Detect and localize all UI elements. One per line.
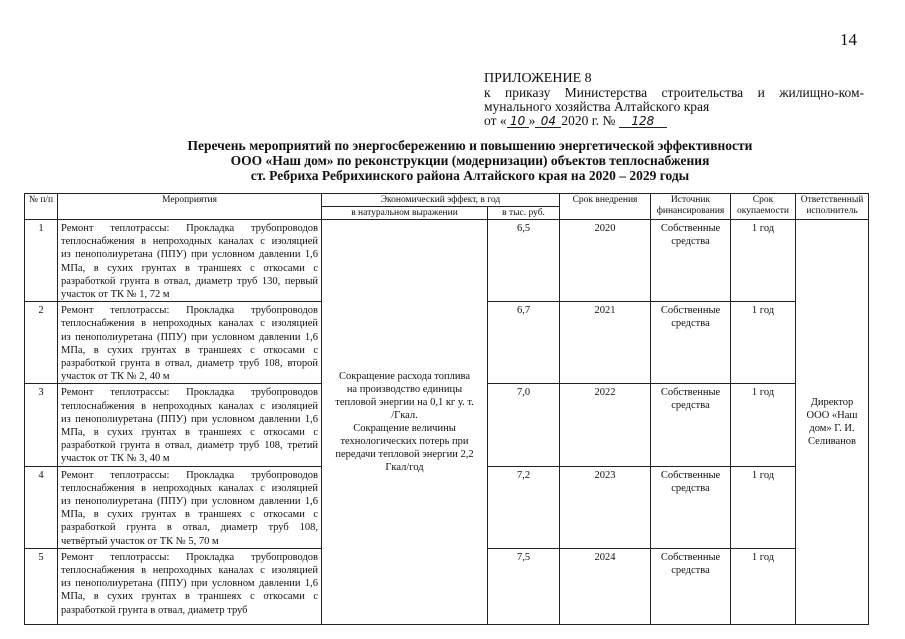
row-payback: 1 год — [731, 466, 796, 548]
measure-line: теплоснабжения в непроходных каналах с изоляцией — [61, 565, 318, 577]
row-rub: 6,7 — [488, 302, 560, 384]
row-measure — [58, 220, 322, 302]
measure-line: теплоснабжения в непроходных каналах с изоляцией — [61, 400, 318, 412]
effect-line: на производство единицы — [346, 383, 463, 395]
row-source: Собственные средства — [651, 466, 731, 548]
measure-line: теплоснабжения в непроходных каналах с изоляцией — [61, 236, 318, 248]
row-measure — [58, 548, 322, 624]
row-year: 2021 — [560, 302, 651, 384]
date-prefix: от « — [484, 113, 507, 128]
measure-line: Ремонт теплотрассы: Прокладка трубопроводов — [61, 551, 318, 563]
header-date: Срок внедрения — [560, 194, 651, 220]
resp-line: дом» Г. И. — [809, 422, 855, 434]
measure-line: разработкой грунта в отвал, диаметр труб 108, третий — [61, 440, 318, 452]
table-row — [25, 220, 869, 302]
row-num: 5 — [25, 548, 58, 624]
row-payback: 1 год — [731, 302, 796, 384]
header-source-l2: финансирования — [656, 206, 725, 216]
measure-line: из пенополиуретана (ППУ) при условном давлении 1,6 — [61, 331, 318, 343]
appendix-title: ПРИЛОЖЕНИЕ 8 — [484, 71, 592, 86]
effect-line: /Гкал. — [391, 409, 418, 421]
measure-line: участок от ТК № 1, 72 м — [61, 289, 170, 301]
measure-line: разработкой грунта в отвал, диаметр труб — [61, 604, 248, 616]
effect-line: передачи тепловой энергии 2,2 — [335, 448, 474, 460]
effect-line: Сокращение величины — [353, 422, 456, 434]
header-payback-l2: окупаемости — [737, 206, 789, 216]
row-payback: 1 год — [731, 384, 796, 466]
page-number: 14 — [840, 30, 857, 49]
measure-line: Ремонт теплотрассы: Прокладка трубопроводов — [61, 223, 318, 234]
row-year: 2022 — [560, 384, 651, 466]
row-source: Собственные средства — [651, 548, 731, 624]
row-measure — [58, 466, 322, 548]
resp-line: ООО «Наш — [806, 409, 858, 421]
row-num: 1 — [25, 220, 58, 302]
measure-line: Ремонт теплотрассы: Прокладка трубопроводов — [61, 305, 318, 317]
row-rub: 7,2 — [488, 466, 560, 548]
measure-line: разработкой грунта в отвал, диаметр труб 108, второй — [61, 358, 318, 370]
row-payback: 1 год — [731, 548, 796, 624]
measure-line: из пенополиуретана (ППУ) при условном давлении 1,6 — [61, 249, 318, 261]
row-num: 3 — [25, 384, 58, 466]
measure-line: Ремонт теплотрассы: Прокладка трубопроводов — [61, 469, 318, 481]
row-measure — [58, 302, 322, 384]
appendix-line-1: к приказу Министерства строительства и жилищно-ком- — [484, 85, 864, 100]
appendix-date-line — [484, 114, 864, 128]
measures-table — [24, 193, 869, 625]
resp-line: Директор — [810, 396, 854, 408]
header-effect-natural: в натуральном выражении — [322, 207, 488, 220]
page-heading — [100, 138, 840, 183]
measure-line: Ремонт теплотрассы: Прокладка трубопроводов — [61, 387, 318, 399]
header-effect: Экономический эффект, в год — [322, 194, 560, 207]
row-year: 2023 — [560, 466, 651, 548]
effect-natural-cell — [322, 220, 488, 625]
measure-line: участок от ТК № 2, 40 м — [61, 371, 170, 383]
heading-line-1: Перечень мероприятий по энергосбережению и повышению энергетической эффективности — [187, 138, 753, 153]
header-num: № п/п — [25, 194, 58, 220]
row-num: 2 — [25, 302, 58, 384]
effect-line: Сокращение расхода топлива — [338, 370, 471, 382]
appendix-line-2: мунального хозяйства Алтайского края — [484, 99, 710, 114]
header-source-l1: Источник — [670, 195, 711, 205]
measure-line: МПа, в сухих грунтах в траншеях с откосами с — [61, 427, 318, 439]
heading-line-2: ООО «Наш дом» по реконструкции (модернизации) объектов теплоснабжения — [230, 153, 710, 168]
header-payback-l1: Срок — [752, 195, 774, 205]
row-measure — [58, 384, 322, 466]
appendix-block — [484, 72, 864, 128]
row-source: Собственные средства — [651, 220, 731, 302]
row-rub: 7,0 — [488, 384, 560, 466]
document-number: 128 — [619, 115, 667, 128]
measure-line: разработкой грунта в отвал, диаметр труб 130, первый — [61, 275, 318, 287]
measure-line: теплоснабжения в непроходных каналах с изоляцией — [61, 318, 318, 330]
heading-line-3: ст. Ребриха Ребрихинского района Алтайского края на 2020 – 2029 годы — [250, 168, 690, 183]
row-source: Собственные средства — [651, 302, 731, 384]
effect-line: тепловой энергии на 0,1 кг у. т. — [335, 396, 474, 408]
measure-line: МПа, в сухих грунтах в траншеях с откосами с — [61, 262, 318, 274]
measure-line: МПа, в сухих грунтах в траншеях с откосами с — [61, 509, 318, 521]
header-measures: Мероприятия — [58, 194, 322, 220]
header-resp-l2: исполнитель — [806, 206, 858, 216]
measure-line: четвёртый участок от ТК № 5, 70 м — [61, 535, 219, 547]
measure-line: участок от ТК № 3, 40 м — [61, 453, 170, 465]
header-responsible — [796, 194, 869, 220]
measure-line: из пенополиуретана (ППУ) при условном давлении 1,6 — [61, 413, 318, 425]
effect-line: технологических потерь при — [340, 435, 469, 447]
resp-line: Селиванов — [808, 435, 856, 447]
measure-line: разработкой грунта в отвал, диаметр труб 108, — [61, 522, 318, 534]
date-mid: » — [528, 113, 536, 128]
header-source — [651, 194, 731, 220]
date-month: 04 — [535, 115, 561, 128]
date-day: 10 — [507, 115, 529, 128]
measure-line: МПа, в сухих грунтах в траншеях с откосами с — [61, 344, 318, 356]
row-year: 2024 — [560, 548, 651, 624]
measure-line: теплоснабжения в непроходных каналах с изоляцией — [61, 482, 318, 494]
row-rub: 6,5 — [488, 220, 560, 302]
header-payback — [731, 194, 796, 220]
row-source: Собственные средства — [651, 384, 731, 466]
header-resp-l1: Ответственный — [800, 195, 864, 205]
row-num: 4 — [25, 466, 58, 548]
row-payback: 1 год — [731, 220, 796, 302]
measure-line: МПа, в сухих грунтах в траншеях с откосами с — [61, 591, 318, 603]
measure-line: из пенополиуретана (ППУ) при условном давлении 1,6 — [61, 578, 318, 590]
row-year: 2020 — [560, 220, 651, 302]
date-suffix: 2020 г. № — [561, 113, 616, 128]
measure-line: из пенополиуретана (ППУ) при условном давлении 1,6 — [61, 496, 318, 508]
header-effect-rub: в тыс. руб. — [488, 207, 560, 220]
effect-line: Гкал/год — [385, 461, 424, 473]
responsible-cell — [796, 220, 869, 625]
row-rub: 7,5 — [488, 548, 560, 624]
